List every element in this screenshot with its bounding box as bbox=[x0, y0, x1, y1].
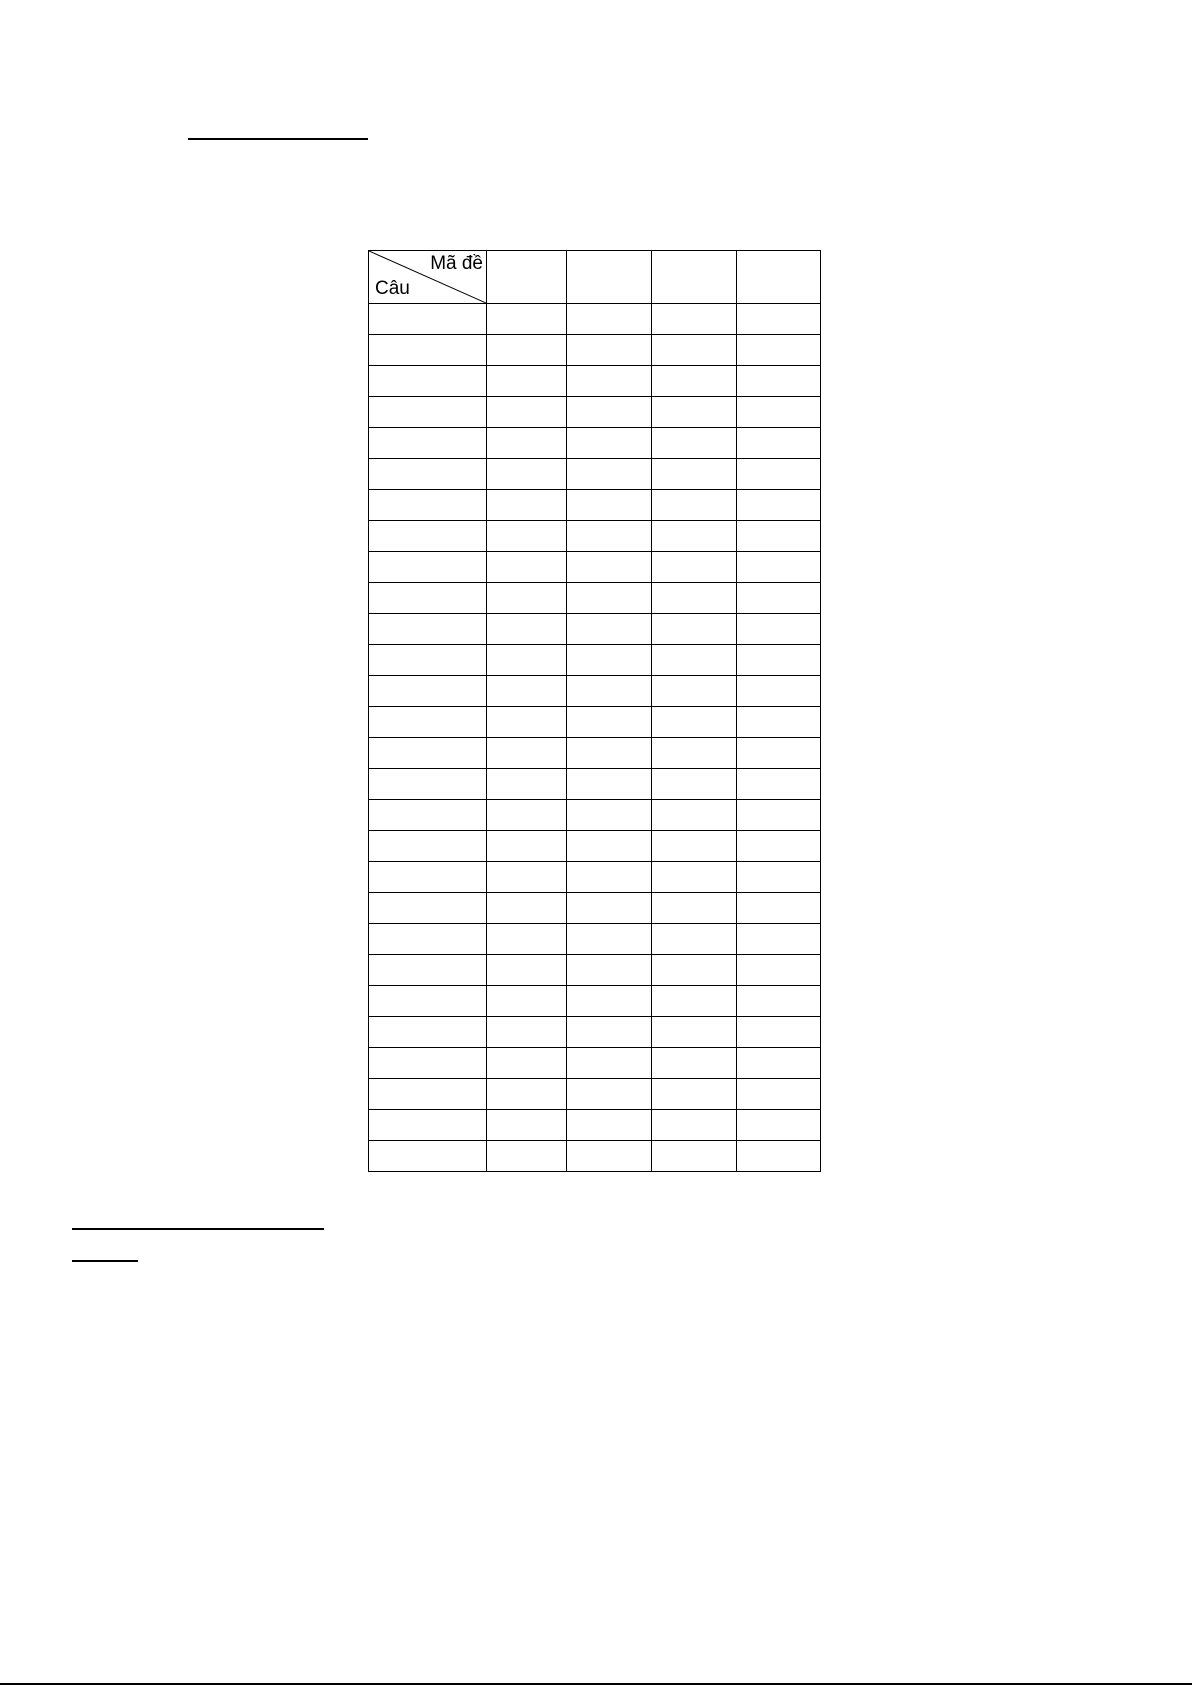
table-row bbox=[369, 831, 821, 862]
answer-cell bbox=[487, 490, 567, 521]
table-row bbox=[369, 583, 821, 614]
answer-cell bbox=[652, 583, 737, 614]
answer-cell bbox=[737, 738, 821, 769]
question-cell bbox=[369, 676, 487, 707]
answer-cell bbox=[567, 738, 652, 769]
answer-cell bbox=[567, 1141, 652, 1172]
answer-cell bbox=[737, 1110, 821, 1141]
answer-cell bbox=[652, 800, 737, 831]
question-cell bbox=[369, 800, 487, 831]
title-underline bbox=[188, 138, 368, 140]
answer-cell bbox=[487, 800, 567, 831]
table-row bbox=[369, 552, 821, 583]
answer-cell bbox=[487, 335, 567, 366]
question-cell bbox=[369, 521, 487, 552]
answer-cell bbox=[737, 521, 821, 552]
answer-cell bbox=[487, 955, 567, 986]
answer-cell bbox=[567, 428, 652, 459]
answer-cell bbox=[652, 1079, 737, 1110]
table-row bbox=[369, 800, 821, 831]
table-row bbox=[369, 428, 821, 459]
answer-cell bbox=[487, 707, 567, 738]
answer-cell bbox=[652, 831, 737, 862]
answer-cell bbox=[737, 490, 821, 521]
table-row bbox=[369, 955, 821, 986]
answer-cell bbox=[737, 1017, 821, 1048]
answer-cell bbox=[487, 831, 567, 862]
answer-cell bbox=[737, 955, 821, 986]
question-cell bbox=[369, 707, 487, 738]
answer-cell bbox=[652, 676, 737, 707]
question-cell bbox=[369, 304, 487, 335]
answer-cell bbox=[652, 893, 737, 924]
answer-key-table bbox=[368, 250, 821, 1172]
answer-cell bbox=[487, 738, 567, 769]
question-cell bbox=[369, 893, 487, 924]
question-cell bbox=[369, 862, 487, 893]
table-row bbox=[369, 335, 821, 366]
answer-cell bbox=[487, 366, 567, 397]
question-cell bbox=[369, 459, 487, 490]
answer-cell bbox=[487, 304, 567, 335]
answer-cell bbox=[737, 335, 821, 366]
answer-cell bbox=[567, 335, 652, 366]
question-cell bbox=[369, 614, 487, 645]
answer-cell bbox=[567, 521, 652, 552]
question-cell bbox=[369, 1141, 487, 1172]
answer-cell bbox=[487, 676, 567, 707]
answer-cell bbox=[737, 614, 821, 645]
answer-cell bbox=[737, 676, 821, 707]
answer-cell bbox=[737, 552, 821, 583]
table-row bbox=[369, 614, 821, 645]
question-cell bbox=[369, 645, 487, 676]
answer-cell bbox=[737, 924, 821, 955]
answer-cell bbox=[652, 1017, 737, 1048]
table-row bbox=[369, 893, 821, 924]
table-row bbox=[369, 397, 821, 428]
answer-cell bbox=[567, 614, 652, 645]
answer-cell bbox=[737, 397, 821, 428]
question-cell bbox=[369, 831, 487, 862]
question-cell bbox=[369, 738, 487, 769]
table-header-row bbox=[369, 251, 821, 304]
table-row bbox=[369, 862, 821, 893]
answer-cell bbox=[737, 1079, 821, 1110]
answer-cell bbox=[652, 490, 737, 521]
answer-cell bbox=[652, 459, 737, 490]
question-cell bbox=[369, 366, 487, 397]
answer-cell bbox=[652, 521, 737, 552]
answer-cell bbox=[652, 955, 737, 986]
answer-cell bbox=[737, 1141, 821, 1172]
answer-cell bbox=[487, 893, 567, 924]
answer-cell bbox=[652, 1110, 737, 1141]
answer-cell bbox=[652, 397, 737, 428]
question-label: Câu bbox=[375, 278, 410, 299]
answer-cell bbox=[737, 583, 821, 614]
answer-cell bbox=[652, 645, 737, 676]
question-cell bbox=[369, 769, 487, 800]
answer-cell bbox=[737, 862, 821, 893]
diagonal-header-cell bbox=[369, 251, 487, 304]
answer-cell bbox=[567, 676, 652, 707]
answer-cell bbox=[567, 924, 652, 955]
answer-cell bbox=[652, 769, 737, 800]
table-row bbox=[369, 769, 821, 800]
table-row bbox=[369, 1048, 821, 1079]
question-cell bbox=[369, 1079, 487, 1110]
table-row bbox=[369, 986, 821, 1017]
answer-cell bbox=[652, 428, 737, 459]
answer-cell bbox=[652, 738, 737, 769]
answer-cell bbox=[737, 800, 821, 831]
answer-cell bbox=[567, 831, 652, 862]
question-cell bbox=[369, 955, 487, 986]
answer-cell bbox=[487, 583, 567, 614]
table-row bbox=[369, 521, 821, 552]
answer-cell bbox=[487, 1017, 567, 1048]
answer-cell bbox=[567, 645, 652, 676]
table-body bbox=[369, 304, 821, 1172]
answer-cell bbox=[567, 304, 652, 335]
answer-cell bbox=[652, 924, 737, 955]
table-row bbox=[369, 366, 821, 397]
answer-cell bbox=[737, 645, 821, 676]
answer-cell bbox=[487, 428, 567, 459]
answer-cell bbox=[652, 335, 737, 366]
table-row bbox=[369, 1110, 821, 1141]
question-cell bbox=[369, 924, 487, 955]
answer-cell bbox=[737, 707, 821, 738]
answer-cell bbox=[737, 893, 821, 924]
table-row bbox=[369, 1079, 821, 1110]
answer-cell bbox=[652, 707, 737, 738]
question-cell bbox=[369, 986, 487, 1017]
question-cell bbox=[369, 335, 487, 366]
answer-cell bbox=[652, 1141, 737, 1172]
answer-cell bbox=[737, 769, 821, 800]
table-row bbox=[369, 490, 821, 521]
question-cell bbox=[369, 1017, 487, 1048]
answer-cell bbox=[567, 552, 652, 583]
answer-cell bbox=[567, 893, 652, 924]
question-cell bbox=[369, 583, 487, 614]
answer-cell bbox=[567, 800, 652, 831]
answer-cell bbox=[487, 986, 567, 1017]
answer-cell bbox=[487, 521, 567, 552]
exam-code-cell bbox=[487, 251, 567, 304]
answer-cell bbox=[487, 552, 567, 583]
answer-cell bbox=[737, 831, 821, 862]
answer-cell bbox=[487, 1141, 567, 1172]
answer-cell bbox=[737, 428, 821, 459]
answer-cell bbox=[567, 986, 652, 1017]
table-row bbox=[369, 738, 821, 769]
answer-cell bbox=[652, 862, 737, 893]
table-row bbox=[369, 1141, 821, 1172]
exam-code-cell bbox=[567, 251, 652, 304]
table-row bbox=[369, 676, 821, 707]
question-cell bbox=[369, 552, 487, 583]
answer-cell bbox=[487, 397, 567, 428]
answer-cell bbox=[487, 1110, 567, 1141]
section-underline bbox=[72, 1228, 324, 1230]
answer-cell bbox=[737, 986, 821, 1017]
section-underline-short bbox=[72, 1260, 138, 1262]
answer-cell bbox=[652, 552, 737, 583]
table-row bbox=[369, 1017, 821, 1048]
answer-cell bbox=[567, 1110, 652, 1141]
answer-cell bbox=[487, 645, 567, 676]
answer-cell bbox=[737, 366, 821, 397]
answer-cell bbox=[487, 459, 567, 490]
table-row bbox=[369, 304, 821, 335]
exam-code-label: Mã đề bbox=[430, 253, 483, 274]
question-cell bbox=[369, 397, 487, 428]
answer-cell bbox=[567, 397, 652, 428]
answer-cell bbox=[652, 614, 737, 645]
answer-cell bbox=[487, 769, 567, 800]
question-cell bbox=[369, 490, 487, 521]
answer-cell bbox=[737, 459, 821, 490]
table-row bbox=[369, 459, 821, 490]
answer-cell bbox=[567, 1079, 652, 1110]
answer-cell bbox=[567, 1017, 652, 1048]
answer-cell bbox=[737, 1048, 821, 1079]
answer-cell bbox=[567, 366, 652, 397]
question-cell bbox=[369, 1110, 487, 1141]
answer-cell bbox=[652, 1048, 737, 1079]
exam-code-cell bbox=[737, 251, 821, 304]
answer-cell bbox=[567, 955, 652, 986]
answer-cell bbox=[567, 769, 652, 800]
table-row bbox=[369, 645, 821, 676]
answer-cell bbox=[567, 490, 652, 521]
answer-cell bbox=[567, 862, 652, 893]
answer-cell bbox=[652, 304, 737, 335]
question-cell bbox=[369, 428, 487, 459]
answer-cell bbox=[567, 583, 652, 614]
answer-cell bbox=[652, 986, 737, 1017]
table-row bbox=[369, 707, 821, 738]
answer-cell bbox=[567, 707, 652, 738]
table-row bbox=[369, 924, 821, 955]
exam-code-cell bbox=[652, 251, 737, 304]
answer-cell bbox=[652, 366, 737, 397]
answer-cell bbox=[487, 924, 567, 955]
answer-cell bbox=[487, 614, 567, 645]
answer-cell bbox=[567, 459, 652, 490]
answer-cell bbox=[487, 1048, 567, 1079]
answer-cell bbox=[737, 304, 821, 335]
question-cell bbox=[369, 1048, 487, 1079]
answer-cell bbox=[487, 1079, 567, 1110]
answer-cell bbox=[567, 1048, 652, 1079]
answer-cell bbox=[487, 862, 567, 893]
